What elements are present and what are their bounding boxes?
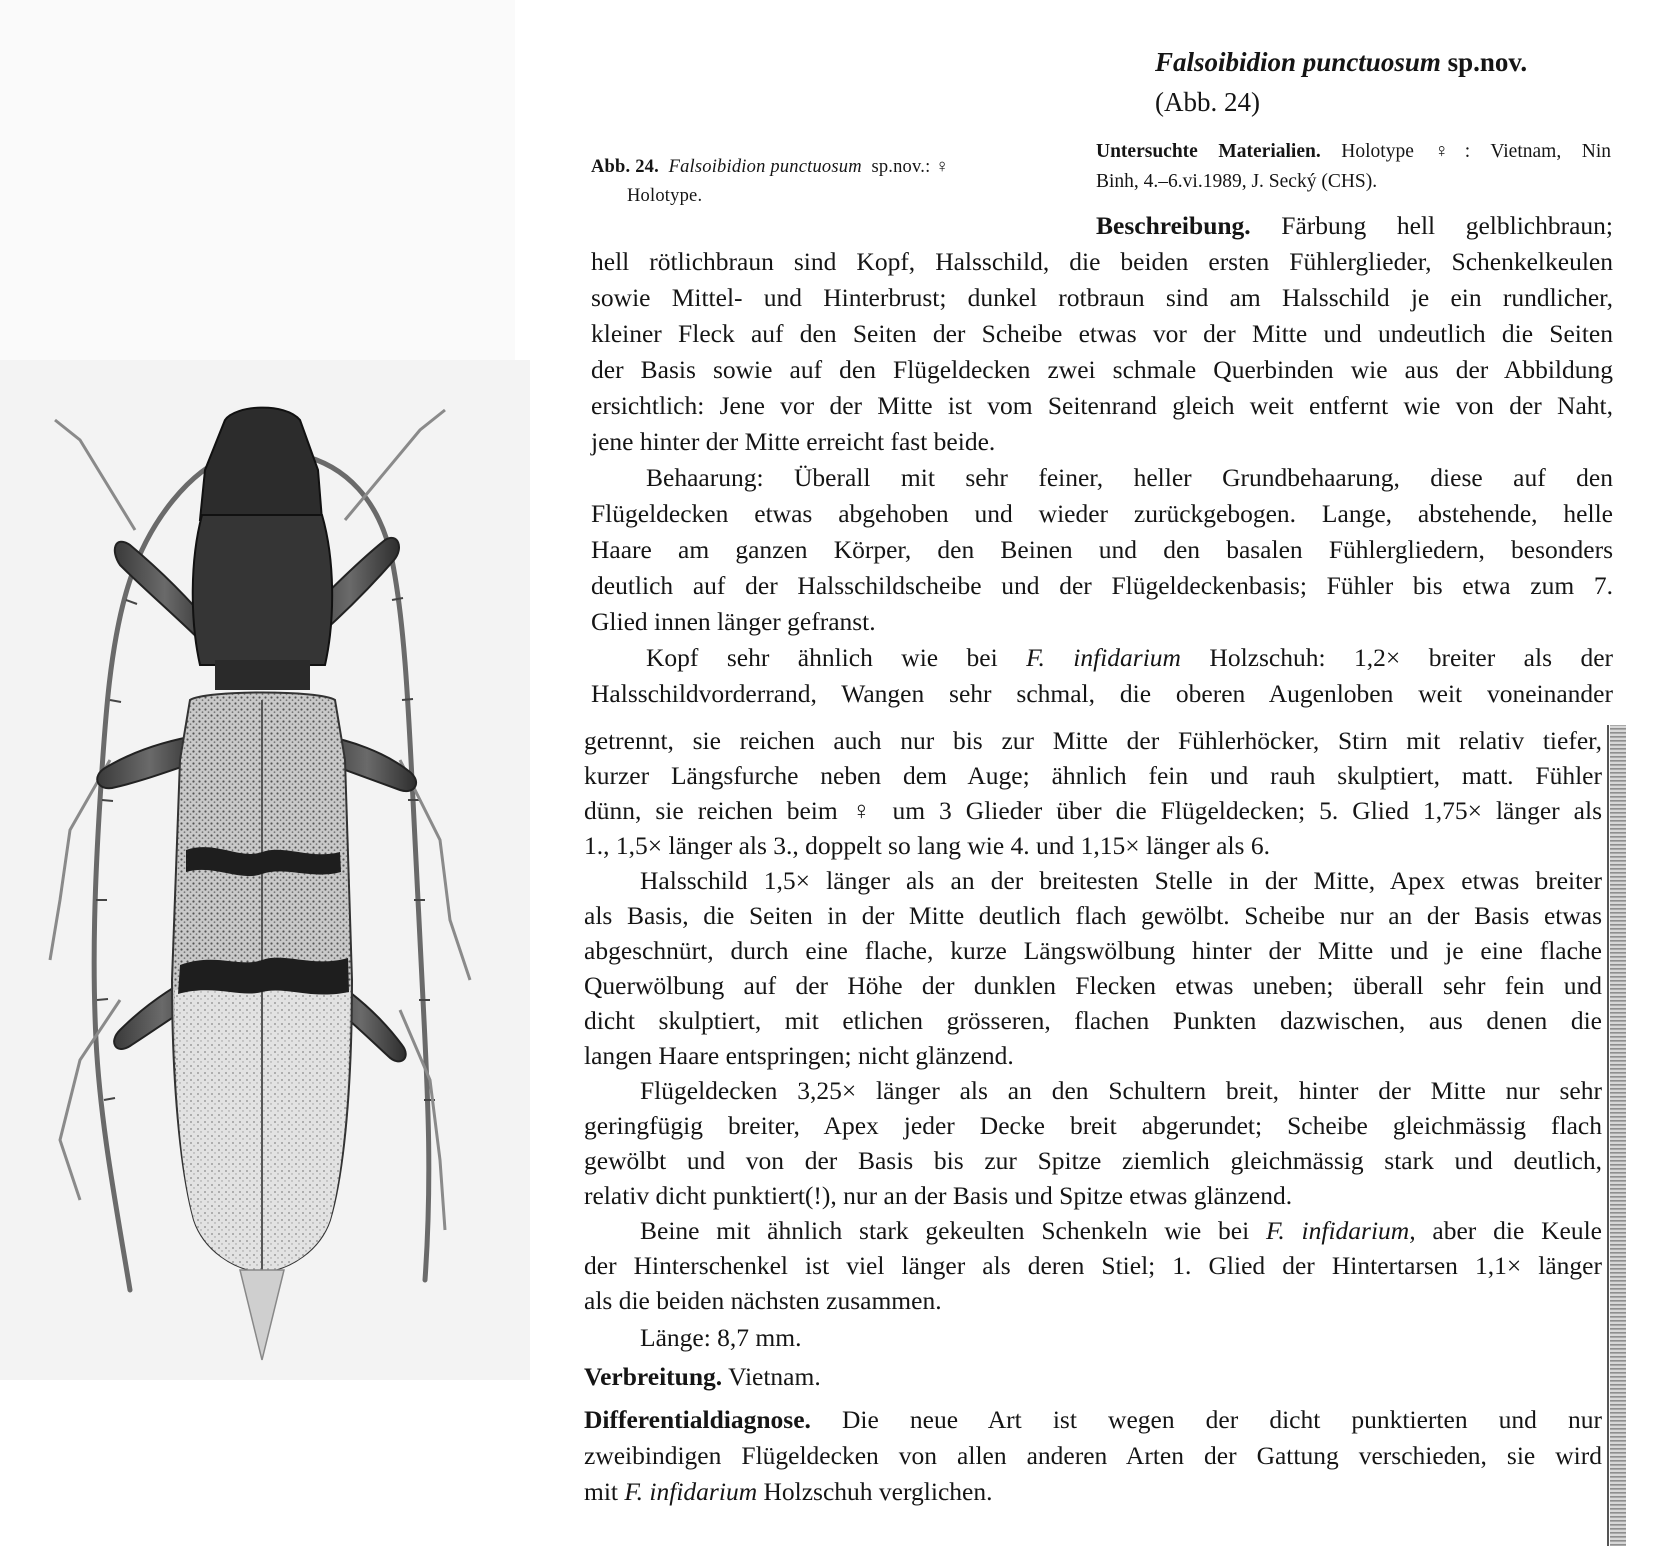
description-line: ersichtlich: Jene vor der Mitte ist vom Seitenrand gleich weit entfernt wie von der Naht, — [591, 391, 1613, 420]
description-line: jene hinter der Mitte erreicht fast beide. — [591, 427, 996, 456]
fluegeldecken-line: gewölbt und von der Basis bis zur Spitze ziemlich gleichmässig stark und deutlich, — [584, 1146, 1602, 1175]
halsschild-line: als Basis, die Seiten in der Mitte deutlich flach gewölbt. Scheibe nur an der Basis etwas — [584, 901, 1602, 930]
kopf-line-1 — [646, 645, 1613, 671]
beine-line-1 — [640, 1218, 1602, 1244]
halsschild-line: abgeschnürt, durch eine flache, kurze Längswölbung hinter der Mitte und je eine flache — [584, 936, 1602, 965]
diagnosis-line: zweibindigen Flügeldecken von allen anderen Arten der Gattung verschieden, sie wird — [584, 1441, 1602, 1470]
distribution-line — [584, 1364, 821, 1390]
description-line: kleiner Fleck auf den Seiten der Scheibe etwas vor der Mitte und undeutlich die Seiten — [591, 319, 1613, 348]
halsschild-line: langen Haare entspringen; nicht glänzend. — [584, 1041, 1014, 1070]
halsschild-line: Querwölbung auf der Höhe der dunklen Flecken etwas uneben; überall sehr fein und — [584, 971, 1602, 1000]
behaarung-line: Glied innen länger gefranst. — [591, 607, 876, 636]
halsschild-line: Halsschild 1,5× länger als an der breitesten Stelle in der Mitte, Apex etwas breiter — [640, 866, 1602, 895]
beine-species: F. infidarium, — [1266, 1216, 1416, 1245]
beine-text-post: aber die Keule — [1432, 1216, 1602, 1245]
description-line: der Basis sowie auf den Flügeldecken zwei schmale Querbinden wie aus der Abbildung — [591, 355, 1613, 384]
diagnosis-text: mit — [584, 1477, 619, 1506]
kopf-text-post: Holzschuh: 1,2× breiter als der — [1209, 643, 1614, 672]
behaarung-line: Flügeldecken etwas abgehoben und wieder zurückgebogen. Lange, abstehende, helle — [591, 499, 1613, 528]
kopf-text: Kopf sehr ähnlich wie bei — [646, 643, 998, 672]
distribution-heading: Verbreitung. — [584, 1362, 723, 1391]
diagnosis-text-post: Holzschuh verglichen. — [763, 1477, 993, 1506]
scanned-page-edge — [1610, 725, 1626, 1546]
description-line: hell rötlichbraun sind Kopf, Halsschild, die beiden ersten Fühlerglieder, Schenkelkeulen — [591, 247, 1613, 276]
behaarung-line: deutlich auf der Halsschildscheibe und der Flügeldeckenbasis; Fühler bis etwa zum 7. — [591, 571, 1613, 600]
material-text: Holotype ♀: Vietnam, Nin — [1341, 141, 1611, 162]
caption-label: Abb. 24. — [591, 157, 659, 177]
elytra-rear-band — [178, 958, 349, 995]
diagnosis-species: F. infidarium — [624, 1477, 758, 1506]
examined-material — [1096, 137, 1611, 197]
caption-species: Falsoibidion punctuosum — [668, 157, 862, 177]
kopf-species: F. infidarium — [1026, 643, 1181, 672]
page-edge-line — [1607, 725, 1609, 1546]
figure-reference: (Abb. 24) — [1155, 87, 1260, 117]
distribution-text: Vietnam. — [728, 1362, 821, 1391]
description-line: sowie Mittel- und Hinterbrust; dunkel rotbraun sind am Halsschild je ein rundlicher, — [591, 283, 1613, 312]
caption-suffix: sp.nov.: ♀ — [871, 157, 950, 177]
material-heading: Untersuchte Materialien. — [1096, 141, 1321, 162]
description-heading: Beschreibung. — [1096, 211, 1251, 240]
beetle-pronotum — [193, 515, 332, 665]
diagnosis-text: Die neue Art ist wegen der dicht punktierten und nur — [842, 1405, 1603, 1434]
species-title — [1155, 47, 1527, 78]
kopf-line: Halsschildvorderrand, Wangen sehr schmal, die oberen Augenloben weit voneinander — [591, 679, 1613, 708]
fluegeldecken-line: geringfügig breiter, Apex jeder Decke breit abgerundet; Scheibe gleichmässig flach — [584, 1111, 1602, 1140]
diagnosis-heading: Differentialdiagnose. — [584, 1405, 811, 1434]
species-suffix: sp.nov. — [1447, 47, 1528, 77]
fluegeldecken-line: Flügeldecken 3,25× länger als an den Schultern breit, hinter der Mitte nur sehr — [640, 1076, 1602, 1105]
diagnosis-line-3 — [584, 1479, 992, 1505]
material-line-2: Binh, 4.–6.vi.1989, J. Secký (CHS). — [1096, 171, 1378, 192]
halsschild-line: dicht skulptiert, mit etlichen grösseren, flachen Punkten dazwischen, aus denen die — [584, 1006, 1602, 1035]
fluegeldecken-line: relativ dicht punktiert(!), nur an der Basis und Spitze etwas glänzend. — [584, 1181, 1293, 1210]
length-line: Länge: 8,7 mm. — [640, 1323, 802, 1352]
beine-line: als die beiden nächsten zusammen. — [584, 1286, 942, 1315]
beetle-illustration — [0, 0, 530, 1546]
beine-text: Beine mit ähnlich stark gekeulten Schenkeln wie bei — [640, 1216, 1250, 1245]
kopf-line: 1., 1,5× länger als 3., doppelt so lang wie 4. und 1,15× länger als 6. — [584, 831, 1270, 860]
behaarung-line: Haare am ganzen Körper, den Beinen und den basalen Fühlergliedern, besonders — [591, 535, 1613, 564]
kopf-line: getrennt, sie reichen auch nur bis zur Mitte der Fühlerhöcker, Stirn mit relativ tiefer, — [584, 726, 1602, 755]
diagnosis-line-1 — [584, 1407, 1602, 1433]
description-line-1 — [1096, 213, 1613, 239]
species-name: Falsoibidion punctuosum — [1155, 47, 1441, 77]
beine-line: der Hinterschenkel ist viel länger als deren Stiel; 1. Glied der Hintertarsen 1,1× länger — [584, 1251, 1602, 1280]
kopf-line: kurzer Längsfurche neben dem Auge; ähnlich fein und rauh skulptiert, matt. Fühler — [584, 761, 1602, 790]
figure-caption — [591, 153, 1061, 211]
behaarung-line: Behaarung: Überall mit sehr feiner, heller Grundbehaarung, diese auf den — [646, 463, 1613, 492]
material-line-1 — [1096, 137, 1611, 167]
caption-line-1 — [591, 153, 1061, 182]
caption-line-2: Holotype. — [627, 186, 703, 206]
description-line-1-text: Färbung hell gelblichbraun; — [1281, 211, 1614, 240]
kopf-line: dünn, sie reichen beim ♀ um 3 Glieder über die Flügeldecken; 5. Glied 1,75× länger als — [584, 796, 1602, 825]
